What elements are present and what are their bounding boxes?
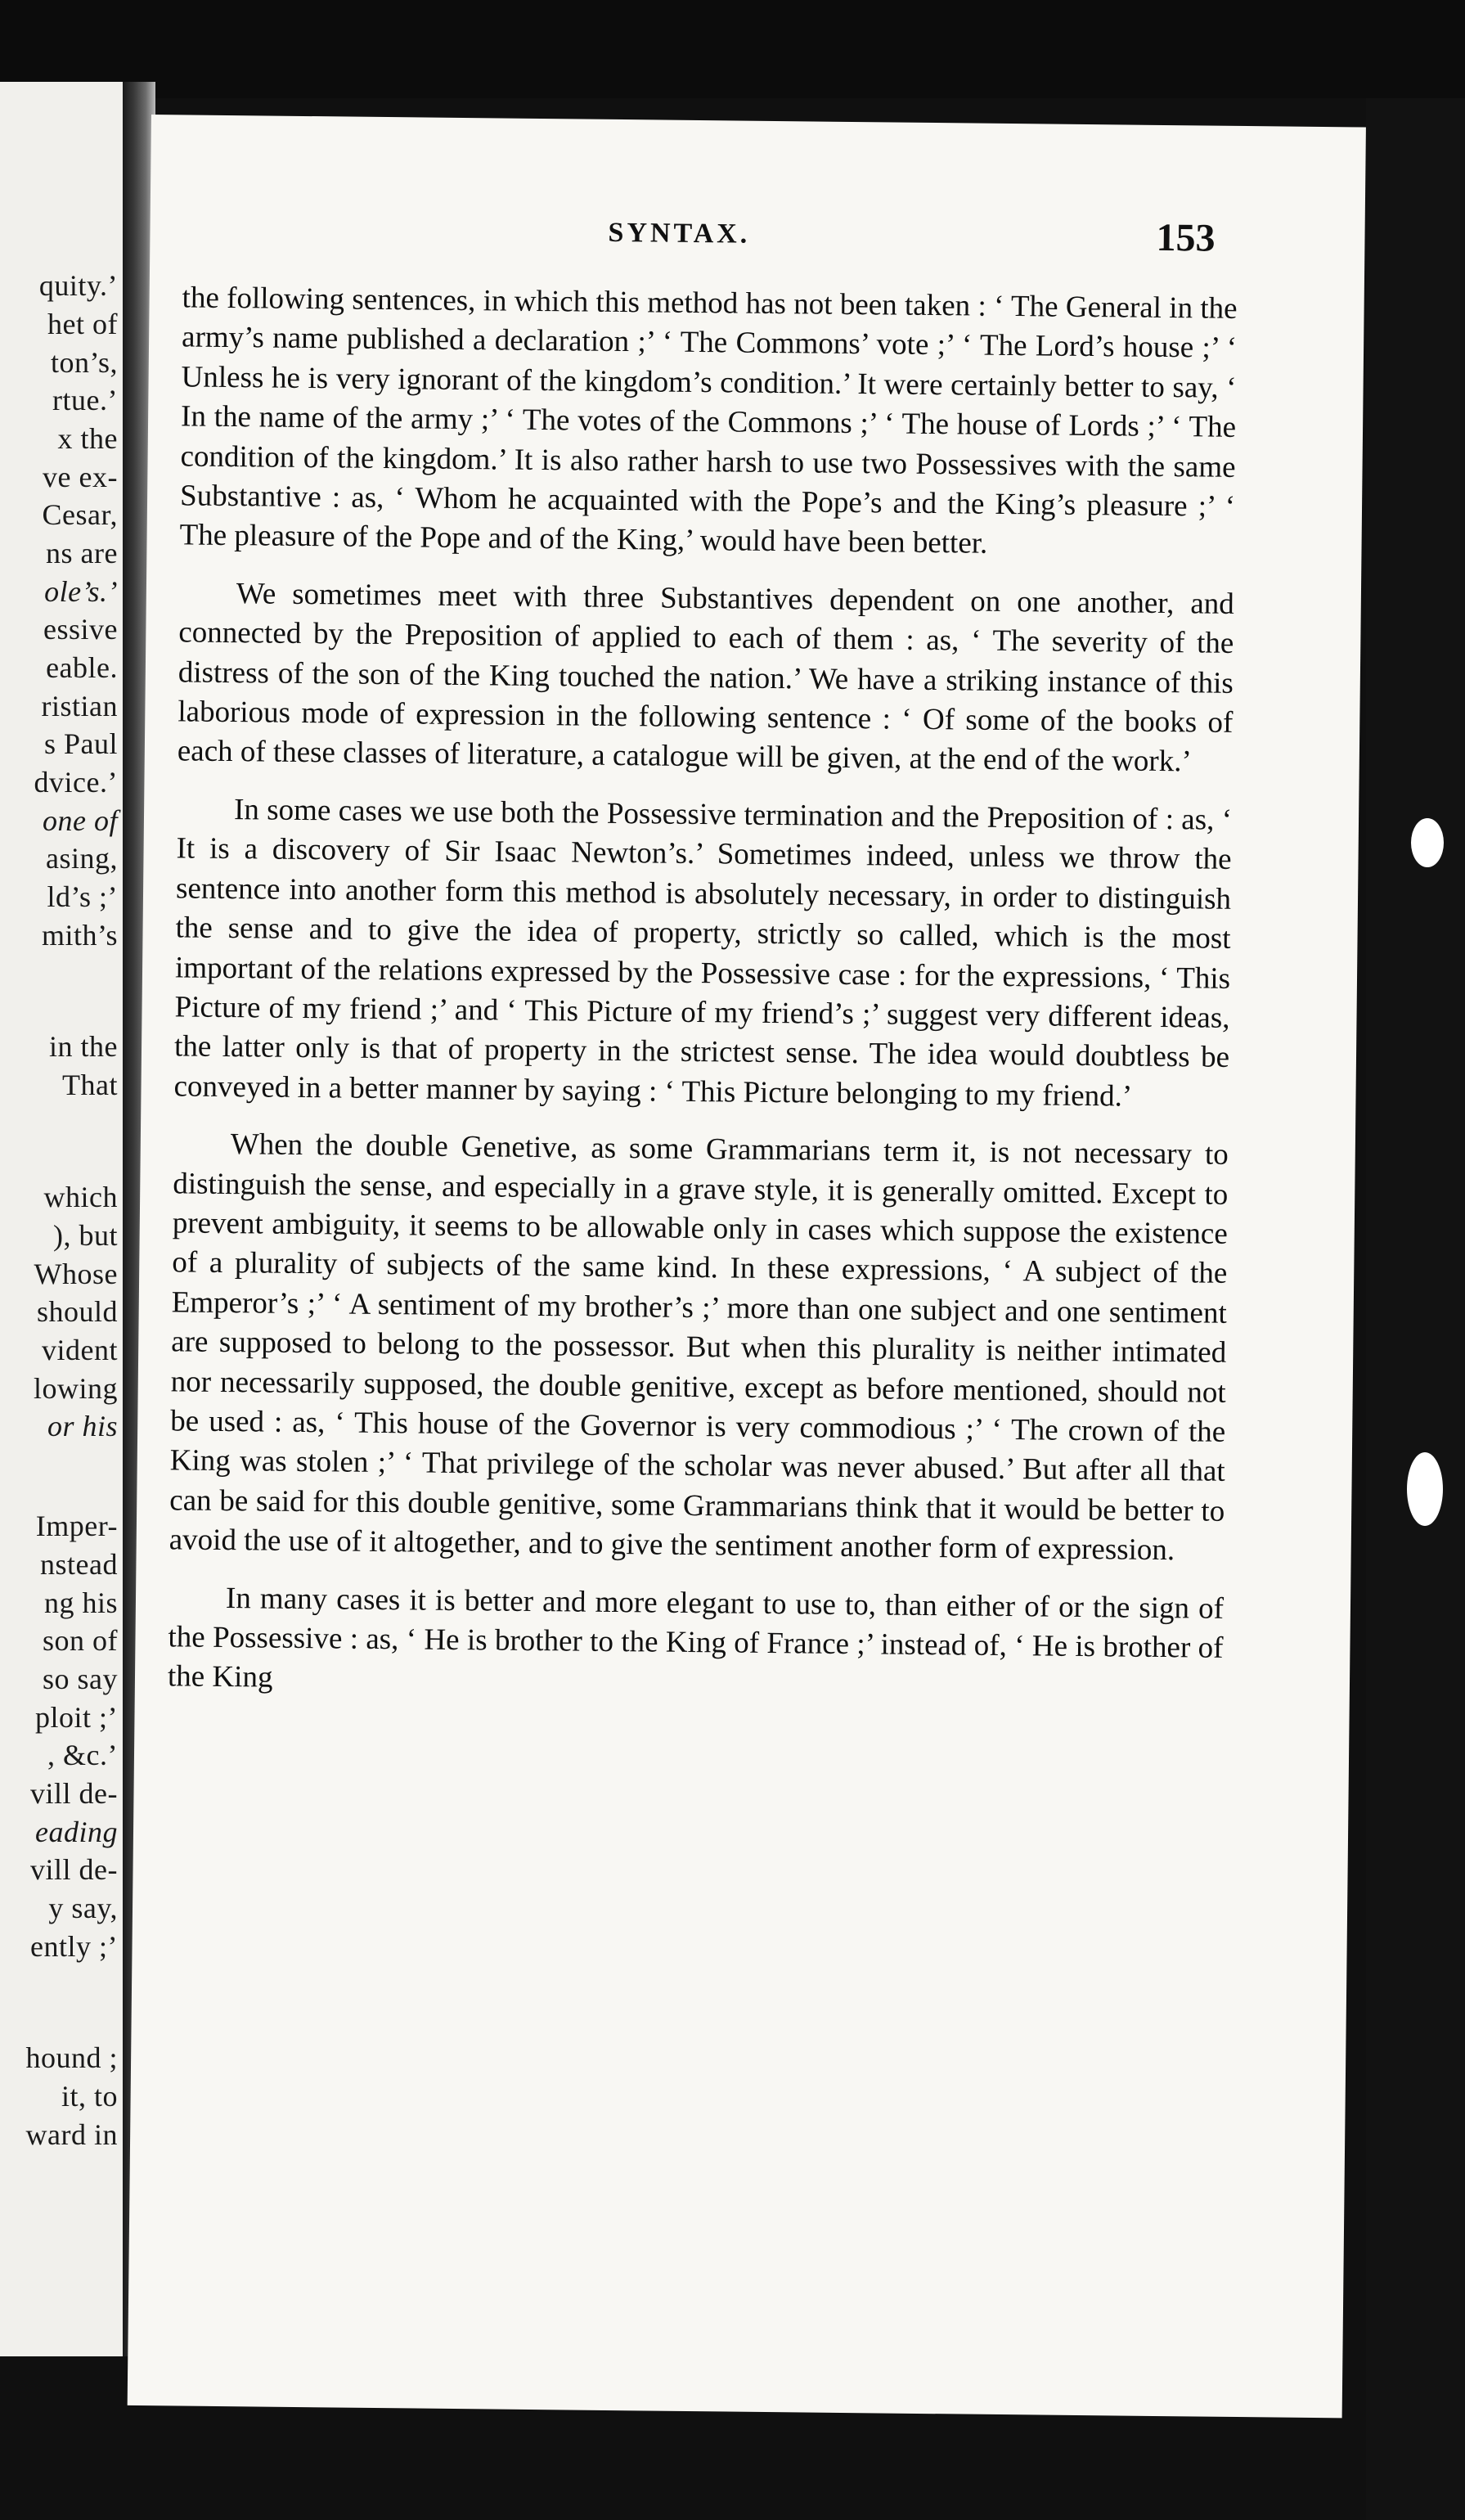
running-head: SYNTAX.	[608, 217, 751, 250]
paragraph: In some cases we use both the Possessive termination and the Preposition of : as, ‘ It is a discovery of Sir Isaac Newton’s.’ Sometimes indeed, unless we throw the sentence into another form this method is absolutely necessary, in order to distinguish the sense and to give the idea of property, strictly so called, which is the most important of the relations expressed by the Possessive case : for the expressions, ‘ This Picture of my friend ;’ and ‘ This Picture of my friend’s ;’ suggest very different ideas, the latter only is that of property in the strictest sense. The idea would doubtless be conveyed in a better manner by saying : ‘ This Picture belonging to my friend.’	[173, 792, 1233, 1114]
prev-page-line: het of	[47, 308, 118, 340]
prev-page-line: That	[62, 1069, 118, 1101]
prev-page-line: ole’s.’	[44, 575, 118, 608]
prev-page-line: eading	[35, 1816, 118, 1848]
body-text	[168, 278, 1238, 1708]
paragraph: the following sentences, in which this method has not been taken : ‘ The General in the army’s name published a declaration ;’ ‘ The Commons’ vote ;’ ‘ The Lord’s house ;’ ‘ Unless he is very ignorant of the kingdom’s condition.’ It were certainly better to say, ‘ In the name of the army ;’ ‘ The votes of the Commons ;’ ‘ The house of Lords ;’ ‘ The condition of the kingdom.’ It is also rather harsh to use two Possessives with the same Substantive : as, ‘ Whom he acquainted with the Pope’s and the King’s pleasure ;’ ‘ The pleasure of the Pope and of the King,’ would have been better.	[179, 281, 1238, 561]
prev-page-line: essive	[43, 613, 118, 646]
prev-page-line: ton’s,	[50, 346, 118, 379]
prev-page-line: son of	[43, 1624, 118, 1657]
prev-page-line: asing,	[46, 842, 118, 875]
prev-page-line: ns are	[46, 537, 118, 569]
prev-page-line: , &c.’	[47, 1739, 118, 1771]
prev-page-line: so say	[43, 1663, 118, 1695]
prev-page-line: vill de-	[30, 1777, 118, 1810]
book-page	[128, 115, 1366, 2418]
prev-page-line: ently ;’	[30, 1930, 118, 1963]
previous-page-edge	[0, 82, 123, 2356]
prev-page-line: vident	[42, 1334, 118, 1366]
prev-page-line: Imper-	[35, 1510, 118, 1542]
paragraph: In many cases it is better and more elegant to use to, than either of or the sign of the Possessive : as, ‘ He is brother to the King of France ;’ instead of, ‘ He is brother of the King	[167, 1581, 1225, 1695]
prev-page-line: ward in	[25, 2118, 118, 2151]
prev-page-line: y say,	[48, 1892, 118, 1924]
prev-page-line: should	[36, 1295, 118, 1328]
prev-page-line: ristian	[41, 690, 118, 722]
prev-page-line: eable.	[46, 651, 118, 684]
scan-speck	[1411, 818, 1444, 867]
page-number: 153	[1156, 215, 1216, 260]
prev-page-line: ng his	[43, 1586, 118, 1619]
prev-page-line: in the	[49, 1030, 118, 1063]
prev-page-line: mith’s	[41, 919, 118, 952]
prev-page-line: ld’s ;’	[47, 880, 118, 913]
prev-page-line: it, to	[61, 2080, 118, 2113]
prev-page-line: quity.’	[38, 269, 118, 302]
prev-page-line: which	[43, 1181, 118, 1213]
prev-page-line: x the	[57, 422, 118, 455]
prev-page-line: one of	[43, 804, 118, 837]
prev-page-line: lowing	[33, 1372, 118, 1405]
scan-background-top	[0, 0, 1465, 98]
prev-page-line: or his	[47, 1410, 118, 1442]
prev-page-line: s Paul	[43, 727, 118, 760]
paragraph: When the double Genetive, as some Grammarians term it, is not necessary to distinguish the sense, and especially in a grave style, it is generally omitted. Except to prevent ambiguity, it seems to be allowable only in cases which suppose the existence of a plurality of subjects of the same kind. In these expressions, ‘ A subject of the Emperor’s ;’ ‘ A sentiment of my brother’s ;’ more than one subject and one sentiment are supposed to belong to the possessor. But when this plurality is neither intimated nor necessarily supposed, the double genitive, except as before mentioned, should not be used : as, ‘ This house of the Governor is very commodious ;’ ‘ The crown of the King was stolen ;’ ‘ That privilege of the scholar was never abused.’ But after all that can be said for this double genitive, some Grammarians think that it would be better to avoid the use of it altogether, and to give the sentiment another form of expression.	[169, 1127, 1229, 1568]
paragraph: We sometimes meet with three Substantives dependent on one another, and connected by the Preposition of applied to each of them : as, ‘ The severity of the distress of the son of the King touched the nation.’ We have a striking instance of this laborious mode of expression in the following sentence : ‘ Of some of the books of each of these classes of literature, a catalogue will be given, at the end of the work.’	[177, 576, 1235, 779]
prev-page-line: Whose	[34, 1258, 118, 1290]
prev-page-line: nstead	[40, 1548, 118, 1581]
prev-page-line: dvice.’	[34, 766, 118, 799]
scan-speck	[1407, 1452, 1443, 1526]
prev-page-line: ploit ;’	[35, 1701, 118, 1734]
prev-page-line: hound ;	[25, 2041, 118, 2074]
prev-page-line: rtue.’	[52, 384, 118, 416]
scan-background-right	[1366, 98, 1465, 2520]
prev-page-line: ve ex-	[43, 461, 118, 493]
prev-page-line: vill de-	[30, 1853, 118, 1886]
prev-page-line: ), but	[53, 1219, 118, 1252]
prev-page-line: Cesar,	[42, 498, 118, 531]
